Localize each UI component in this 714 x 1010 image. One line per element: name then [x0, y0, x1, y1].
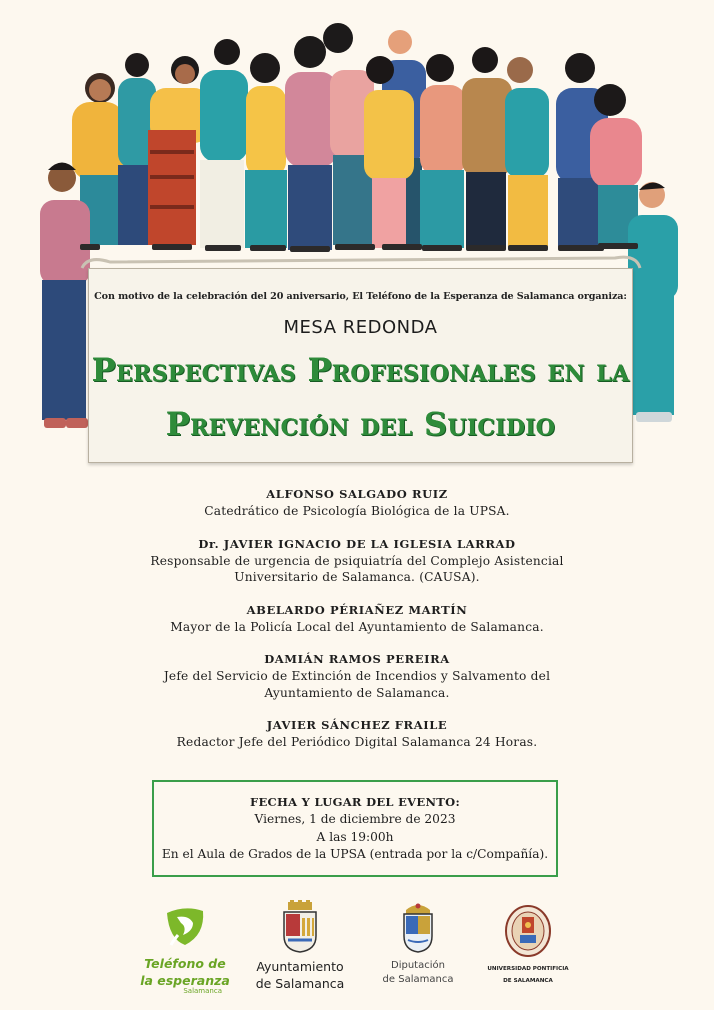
speaker-item: [0, 717, 714, 751]
upsa-line2: DE SALAMANCA: [503, 978, 553, 984]
speaker-name: Dr. JAVIER IGNACIO DE LA IGLESIA LARRAD: [198, 536, 516, 551]
speaker-role: Jefe del Servicio de Extinción de Incendios y Salvamento del: [163, 669, 551, 683]
speaker-item: [0, 602, 714, 636]
speaker-name: ABELARDO PÉRIAÑEZ MARTÍN: [246, 602, 468, 617]
event-title-line2: Prevención del Suicidio: [165, 405, 556, 443]
speaker-name: JAVIER SÁNCHEZ FRAILE: [266, 718, 448, 732]
university-seal-icon: [504, 905, 552, 957]
speaker-role: Ayuntamiento de Salamanca.: [264, 685, 450, 700]
speaker-name: DAMIÁN RAMOS PEREIRA: [264, 652, 450, 666]
ayuntamiento-logo: [250, 900, 350, 991]
diputacion-line2: de Salamanca: [382, 974, 454, 985]
ayuntamiento-line2: de Salamanca: [255, 975, 345, 991]
right-man: [628, 182, 678, 422]
telefono-line3: Salamanca: [183, 987, 222, 995]
diputacion-logo: [378, 900, 458, 986]
left-man: [40, 163, 90, 429]
heart-leaf-icon: [163, 905, 207, 949]
shoes: [80, 243, 638, 252]
event-title-line1: Perspectivas Profesionales en la: [91, 351, 630, 389]
speaker-role: Redactor Jefe del Periódico Digital Salamanca 24 Horas.: [176, 735, 538, 749]
telefono-line1: Teléfono de: [144, 956, 226, 971]
coat-of-arms-icon: [280, 900, 320, 954]
telefono-line2: la esperanza: [140, 973, 230, 988]
speakers-list: [0, 486, 714, 767]
speaker-role: Responsable de urgencia de psiquiatría del Complejo Asistencial: [150, 553, 564, 568]
speaker-item: [0, 536, 714, 586]
speaker-role: Mayor de la Policía Local del Ayuntamiento de Salamanca.: [170, 619, 544, 634]
event-banner: [88, 268, 633, 463]
ayuntamiento-line1: Ayuntamiento: [256, 959, 344, 974]
telefono-esperanza-logo: [140, 905, 230, 995]
round-table-label: MESA REDONDA: [283, 317, 438, 338]
speaker-role: Catedrático de Psicología Biológica de la UPSA.: [204, 504, 510, 518]
speaker-role: Universitario de Salamanca. (CAUSA).: [234, 570, 480, 584]
shield-crown-icon: [400, 900, 436, 954]
event-place: En el Aula de Grados de la UPSA (entrada por la c/Compañía).: [161, 847, 549, 861]
upsa-logo: [478, 905, 578, 985]
event-date: Viernes, 1 de diciembre de 2023: [254, 812, 456, 826]
crowd-group: [72, 23, 642, 250]
event-details-box: [152, 780, 558, 877]
intro-text: Con motivo de la celebración del 20 aniversario, El Teléfono de la Esperanza de Salamanca organiza:: [94, 291, 627, 302]
speaker-item: [0, 651, 714, 701]
event-time: A las 19:00h: [316, 829, 394, 844]
event-heading: FECHA Y LUGAR DEL EVENTO:: [250, 795, 460, 809]
upsa-line1: UNIVERSIDAD PONTIFICIA: [487, 966, 569, 972]
diputacion-line1: Diputación: [391, 960, 445, 971]
speaker-name: ALFONSO SALGADO RUIZ: [266, 487, 448, 501]
speaker-item: [0, 486, 714, 520]
